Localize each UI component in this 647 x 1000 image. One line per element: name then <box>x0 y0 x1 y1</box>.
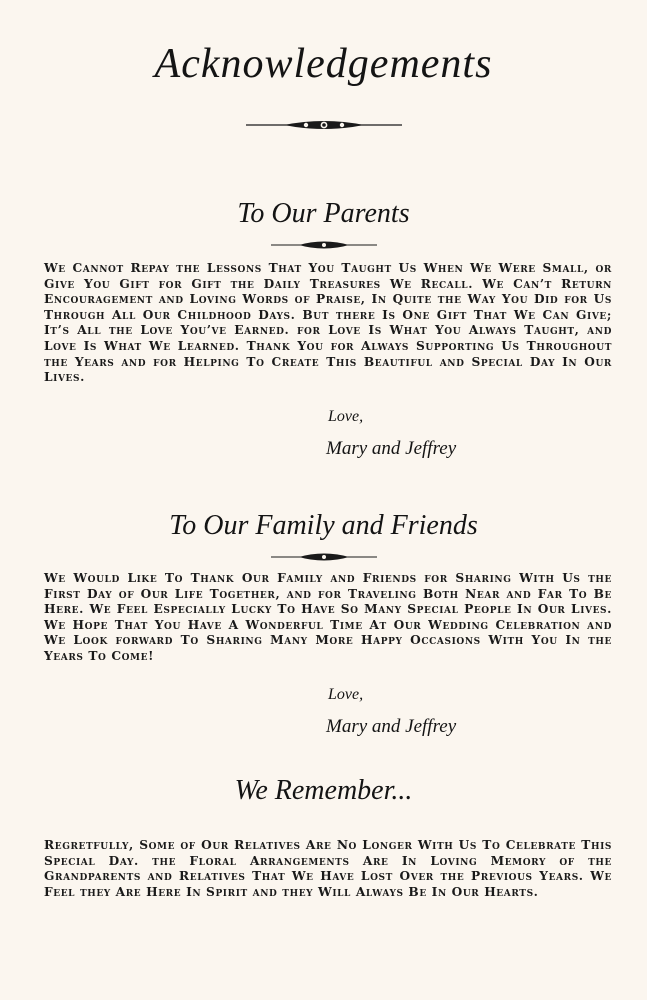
closing-text: Love, <box>328 686 364 703</box>
title-divider-ornament <box>244 118 404 132</box>
section-divider-ornament <box>269 552 379 562</box>
signature-block-parents <box>326 408 456 460</box>
signature-names: Mary and Jeffrey <box>326 716 457 737</box>
closing-text: Love, <box>328 408 364 425</box>
signature-block-family-friends <box>326 686 456 738</box>
signature-names: Mary and Jeffrey <box>326 438 457 459</box>
section-heading-family-friends: To Our Family and Friends <box>169 510 478 541</box>
section-body-we-remember: Regretfully, Some of Our Relatives Are No Longer With Us To Celebrate This Special Day. the Floral Arrangements Are In Loving Memory of the Grandparents and Relatives That We Have Lost Over the Previous Years. We Feel they Are Here In Spirit and they Will Always Be In Our Hearts. <box>44 838 612 899</box>
section-body-parents: We Cannot Repay the Lessons That You Taught Us When We Were Small, or Give You Gift for Gift the Daily Treasures We Recall. We Can’t Return Encouragement and Loving Words of Praise, In Quite the Way You Did for Us Through All Our Childhood Days. But there Is One Gift That We Can Give; It’s All the Love You’ve Earned. for Love Is What You Always Taught, and Love Is What We Learned. Thank You for Always Supporting Us Throughout the Years and for Helping To Create This Beautiful and Special Day In Our Lives. <box>44 261 612 385</box>
section-heading-we-remember: We Remember... <box>234 775 413 806</box>
section-body-family-friends: We Would Like To Thank Our Family and Friends for Sharing With Us the First Day of Our Life Together, and for Traveling Both Near and Far To Be Here. We Feel Especially Lucky To Have So Many Special People In Our Lives. We Hope That You Have A Wonderful Time At Our Wedding Celebration and We Look forward To Sharing Many More Happy Occasions With You In the Years To Come! <box>44 571 612 663</box>
section-heading-parents: To Our Parents <box>237 198 410 229</box>
section-divider-ornament <box>269 240 379 250</box>
page-title: Acknowledgements <box>154 41 493 87</box>
